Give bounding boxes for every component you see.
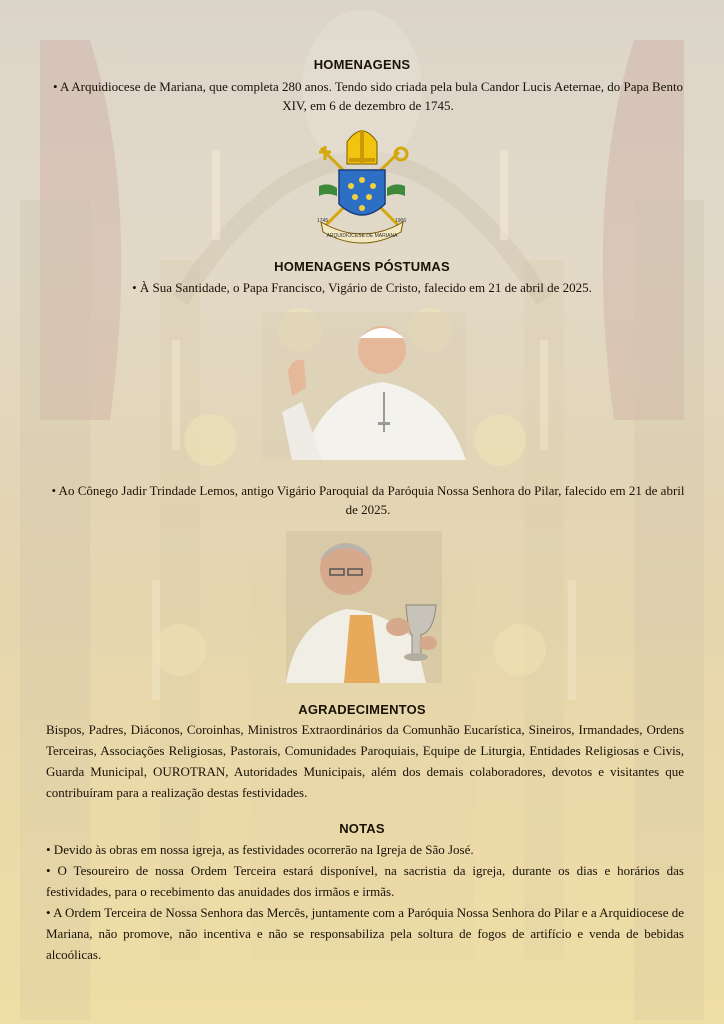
archdiocese-crest-icon: [315, 122, 409, 246]
notas-list: [46, 839, 684, 965]
postumas-title: HOMENAGENS PÓSTUMAS: [274, 259, 450, 274]
postumas-item-pope: • À Sua Santidade, o Papa Francisco, Vigário de Cristo, falecido em 21 de abril de 2025.: [132, 280, 592, 295]
nota-item-tesoureiro: • O Tesoureiro de nossa Ordem Terceira estará disponível, na sacristia da igreja, durante os dias e horários das festividades, para o recebimento das anuidades dos irmãos e irmãs.: [46, 863, 684, 899]
crest-year-right: 1906: [395, 218, 407, 224]
crest-year-left: 1745: [317, 218, 329, 224]
conego-jadir-photo: [286, 531, 442, 683]
homenagens-text: • A Arquidiocese de Mariana, que completa 280 anos. Tendo sido criada pela bula Candor Lucis Aeternae, do Papa Bento XIV, em 6 de dezembro de 1745.: [52, 79, 684, 113]
nota-item-fogos: • A Ordem Terceira de Nossa Senhora das Mercês, juntamente com a Paróquia Nossa Senhora do Pilar e a Arquidiocese de Mariana, não promove, não incentiva e não se responsabiliza pela soltura de fogos de artifício e venda de bebidas alcoólicas.: [46, 905, 684, 962]
homenagens-title: HOMENAGENS: [313, 57, 411, 72]
agradecimentos-text: Bispos, Padres, Diáconos, Coroinhas, Ministros Extraordinários da Comunhão Eucarística, Sineiros, Irmandades, Ordens Terceiras, Associações Religiosas, Pastorais, Comunidades Paroquiais, Equipe de Liturgia, Entidades Religiosas e Civis, Guarda Municipal, OUROTRAN, Autoridades Municipais, além dos demais colaboradores, devotos e visitantes que contribuíram para a realização destas festividades.: [46, 722, 684, 800]
agradecimentos-title: AGRADECIMENTOS: [298, 702, 426, 717]
pope-francis-photo: [262, 312, 466, 460]
crest-ribbon-text: ARQUIDIOCESE DE MARIANA: [326, 233, 398, 239]
nota-item-igreja: • Devido às obras em nossa igreja, as festividades ocorrerão na Igreja de São José.: [46, 842, 474, 857]
postumas-item-conego: • Ao Cônego Jadir Trindade Lemos, antigo Vigário Paroquial da Paróquia Nossa Senhora do Pilar, falecido em 21 de abril de 2025.: [51, 483, 685, 517]
notas-title: NOTAS: [339, 821, 385, 836]
